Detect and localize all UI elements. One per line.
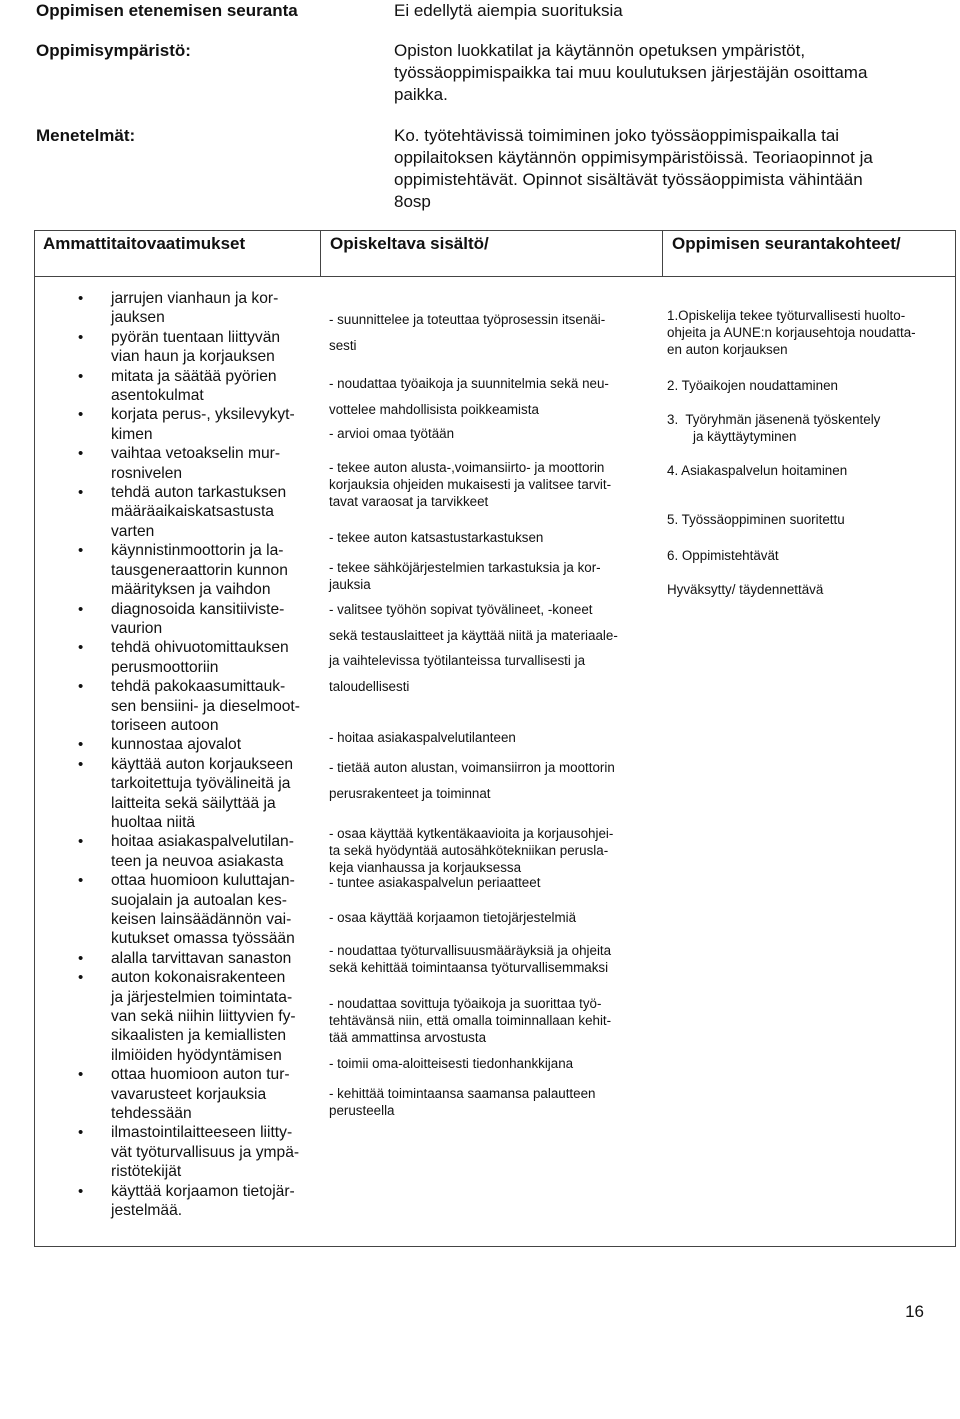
content-item: [329, 874, 647, 891]
content-item: [329, 459, 647, 510]
info-label: Oppimisympäristö:: [36, 41, 191, 60]
requirement-line: vaurion: [111, 619, 163, 637]
requirement-item: [111, 541, 307, 599]
requirement-line: sen bensiini- ja dieselmoot-: [111, 697, 300, 715]
requirement-line: van sekä niihin liittyvien fy-: [111, 1008, 296, 1026]
content-line: sekä testauslaitteet ja käyttää niitä ja materiaale-: [329, 627, 618, 643]
content-line: - osaa käyttää kytkentäkaavioita ja korjausohjei-: [329, 826, 614, 841]
content-line: [329, 328, 647, 337]
content-line: taloudellisesti: [329, 678, 410, 694]
content-line: korjauksia ohjeiden mukaisesti ja valitsee tarvit-: [329, 477, 612, 492]
table-header-row: [35, 231, 955, 277]
requirement-line: ristötekijät: [111, 1163, 182, 1181]
content-item: [329, 825, 647, 876]
content-line: - tietää auton alustan, voimansiirron ja moottorin: [329, 760, 615, 775]
assessment-item: [667, 511, 952, 528]
requirement-item: [111, 405, 307, 444]
requirement-item: [111, 367, 307, 406]
content-line: [329, 644, 647, 653]
content-item: [329, 529, 647, 546]
assessment-item: [667, 462, 952, 479]
requirement-item: [111, 444, 307, 483]
content-line: - toimii oma-aloitteisesti tiedonhankkijana: [329, 1056, 574, 1071]
content-line: - tekee auton katsastustarkastuksen: [329, 530, 544, 545]
requirement-line: kutukset omassa työssään: [111, 930, 295, 948]
info-value-line: työssäoppimispaikka tai muu koulutuksen järjestäjän osoittama: [394, 63, 868, 82]
requirement-line: • ilmastointilaitteeseen liitty-: [111, 1124, 293, 1142]
info-value-line: Ko. työtehtävissä toimiminen joko työssäoppimispaikalla tai: [394, 126, 840, 145]
requirement-item: [111, 638, 307, 677]
assessment-line: 5. Työssäoppiminen suoritettu: [667, 512, 845, 527]
info-label: Oppimisen etenemisen seuranta: [36, 1, 298, 20]
content-line: tää ammattinsa arvostusta: [329, 1030, 487, 1045]
requirement-line: vavarusteet korjauksia: [111, 1085, 267, 1103]
requirement-line: sikaalisten ja kemiallisten: [111, 1027, 287, 1045]
content-item: [329, 311, 647, 354]
assessment-line: 4. Asiakaspalvelun hoitaminen: [667, 463, 848, 478]
requirement-item: [111, 735, 307, 754]
requirement-line: laitteita sekä säilyttää ja: [111, 794, 276, 812]
requirement-line: perusmoottoriin: [111, 658, 219, 676]
column-divider: [320, 231, 321, 277]
requirement-line: • käyttää korjaamon tietojär-: [111, 1182, 295, 1200]
requirement-item: [111, 1182, 307, 1221]
info-value-line: Ei edellytä aiempia suorituksia: [394, 1, 623, 20]
info-value-line: oppilaitoksen käytännön oppimisympäristöissä. Teoriaopinnot ja: [394, 148, 873, 167]
requirement-line: tausgeneraattorin kunnon: [111, 561, 288, 579]
content-line: tehtävänsä niin, että omalla toiminnallaan kehit-: [329, 1013, 612, 1028]
requirement-line: • jarrujen vianhaun ja kor-: [111, 290, 279, 307]
info-value-line: oppimistehtävät. Opinnot sisältävät työssäoppimista vähintään: [394, 170, 863, 189]
requirement-item: [111, 832, 307, 871]
content-line: - tuntee asiakaspalvelun periaatteet: [329, 875, 541, 890]
requirement-item: [111, 949, 307, 968]
content-item: [329, 601, 647, 695]
content-item: [329, 1055, 647, 1072]
requirement-line: kimen: [111, 425, 153, 443]
assessment-line: ja käyttäytyminen: [667, 429, 797, 444]
assessment-line: 6. Oppimistehtävät: [667, 548, 779, 563]
content-line: [329, 392, 647, 401]
content-line: - suunnittelee ja toteuttaa työprosessin itsenäi-: [329, 312, 606, 327]
requirement-line: vät työturvallisuus ja ympä-: [111, 1143, 300, 1161]
requirement-line: ilmiöiden hyödyntämisen: [111, 1046, 282, 1064]
requirement-item: [111, 755, 307, 833]
requirement-item: [111, 600, 307, 639]
requirement-line: suojalain ja autoalan kes-: [111, 891, 287, 909]
requirement-line: vian haun ja korjauksen: [111, 348, 275, 366]
requirement-line: rosnivelen: [111, 464, 183, 482]
content-line: - noudattaa työaikoja ja suunnitelmia sekä neu-: [329, 376, 609, 391]
info-value-line: 8osp: [394, 192, 431, 211]
content-line: perusrakenteet ja toiminnat: [329, 785, 491, 801]
content-line: sesti: [329, 337, 357, 353]
assessment-item: [667, 377, 952, 394]
requirement-item: [111, 289, 307, 328]
content-item: [329, 559, 647, 593]
content-line: - arvioi omaa työtään: [329, 426, 455, 441]
page-number: 16: [905, 1302, 924, 1321]
content-line: - noudattaa sovittuja työaikoja ja suorittaa työ-: [329, 996, 602, 1011]
content-line: [329, 669, 647, 678]
content-line: - tekee sähköjärjestelmien tarkastuksia ja kor-: [329, 560, 601, 575]
content-item: [329, 375, 647, 418]
content-line: - kehittää toimintaansa saamansa palautteen: [329, 1086, 596, 1101]
requirement-line: • ottaa huomioon auton tur-: [111, 1066, 290, 1084]
info-label: Menetelmät:: [36, 126, 136, 145]
content-line: ta sekä hyödyntää autosähkötekniikan perusla-: [329, 843, 609, 858]
requirement-line: • ottaa huomioon kuluttajan-: [111, 872, 295, 890]
content-item: [329, 759, 647, 802]
requirement-line: tarkoitettuja työvälineitä ja: [111, 775, 291, 793]
content-line: - tekee auton alusta-,voimansiirto- ja moottorin: [329, 460, 605, 475]
content-line: - noudattaa työturvallisuusmääräyksiä ja ohjeita: [329, 943, 612, 958]
requirement-line: keisen lainsäädännön vai-: [111, 911, 292, 928]
content-line: tavat varaosat ja tarvikkeet: [329, 494, 489, 509]
assessment-line: 3. Työryhmän jäsenenä työskentely: [667, 412, 881, 427]
content-line: jauksia: [329, 577, 371, 592]
requirement-line: • vaihtaa vetoakselin mur-: [111, 445, 281, 463]
requirement-line: tehdessään: [111, 1105, 192, 1123]
requirement-line: jestelmää.: [111, 1202, 183, 1220]
assessment-line: en auton korjauksen: [667, 342, 788, 357]
info-value-line: paikka.: [394, 85, 448, 104]
info-value: [394, 125, 934, 213]
content-line: [329, 776, 647, 785]
content-item: [329, 729, 647, 746]
header-assessment: Oppimisen seurantakohteet/: [672, 234, 901, 253]
assessment-item: [667, 581, 952, 598]
requirement-item: [111, 968, 307, 1065]
requirement-line: asentokulmat: [111, 387, 204, 405]
requirement-line: jauksen: [111, 309, 165, 327]
requirement-line: teen ja neuvoa asiakasta: [111, 852, 284, 870]
assessment-item: [667, 411, 952, 445]
content-line: - osaa käyttää korjaamon tietojärjestelmiä: [329, 910, 577, 925]
header-requirements: Ammattitaitovaatimukset: [43, 234, 246, 253]
header-content: Opiskeltava sisältö/: [330, 234, 489, 253]
requirement-item: [111, 871, 307, 949]
content-item: [329, 1085, 647, 1119]
requirements-column: [35, 289, 335, 1221]
requirement-line: • korjata perus-, yksilevykyt-: [111, 406, 295, 424]
requirement-item: [111, 483, 307, 541]
requirement-item: [111, 1065, 307, 1123]
content-item: [329, 942, 647, 976]
requirement-line: • alalla tarvittavan sanaston: [111, 949, 292, 967]
assessment-item: [667, 307, 952, 358]
requirements-list: [35, 289, 335, 1221]
requirement-line: • käynnistinmoottorin ja la-: [111, 542, 284, 560]
assessment-line: ohjeita ja AUNE:n korjausehtoja noudatta-: [667, 325, 916, 340]
requirement-item: [111, 1123, 307, 1181]
content-item: [329, 425, 647, 442]
requirements-table: [34, 230, 956, 1247]
requirement-line: • tehdä auton tarkastuksen: [111, 484, 287, 502]
content-line: vottelee mahdollisista poikkeamista: [329, 401, 539, 417]
column-divider: [662, 231, 663, 277]
assessment-item: [667, 547, 952, 564]
requirement-line: • mitata ja säätää pyörien: [111, 367, 277, 385]
content-line: - hoitaa asiakaspalvelutilanteen: [329, 730, 516, 745]
content-line: sekä kehittää toimintaansa työturvallisemmaksi: [329, 960, 609, 975]
info-value: [394, 0, 934, 22]
content-item: [329, 995, 647, 1046]
assessment-line: Hyväksytty/ täydennettävä: [667, 582, 824, 597]
requirement-line: toriseen autoon: [111, 716, 219, 734]
requirement-item: [111, 677, 307, 735]
requirement-line: • pyörän tuentaan liittyvän: [111, 328, 281, 346]
requirement-line: • diagnosoida kansitiiviste-: [111, 600, 285, 618]
info-value: [394, 40, 934, 106]
requirement-item: [111, 328, 307, 367]
requirement-line: • käyttää auton korjaukseen: [111, 755, 294, 773]
assessment-line: 2. Työaikojen noudattaminen: [667, 378, 838, 393]
requirement-line: • hoitaa asiakaspalvelutilan-: [111, 833, 294, 851]
requirement-line: • tehdä ohivuotomittauksen: [111, 639, 289, 657]
content-line: [329, 618, 647, 627]
requirement-line: • tehdä pakokaasumittauk-: [111, 678, 286, 696]
assessment-line: 1.Opiskelija tekee työturvallisesti huolto-: [667, 308, 906, 323]
requirement-line: • kunnostaa ajovalot: [111, 736, 242, 754]
requirement-line: huoltaa niitä: [111, 813, 196, 831]
info-value-line: Opiston luokkatilat ja käytännön opetuksen ympäristöt,: [394, 41, 806, 60]
content-line: - valitsee työhön sopivat työvälineet, -koneet: [329, 602, 593, 617]
requirement-line: • auton kokonaisrakenteen: [111, 969, 286, 987]
content-line: keja vianhaussa ja korjauksessa: [329, 860, 522, 875]
requirement-line: määrityksen ja vaihdon: [111, 581, 271, 599]
content-line: perusteella: [329, 1103, 395, 1118]
requirement-line: varten: [111, 522, 155, 540]
requirement-line: määräaikaiskatsastusta: [111, 503, 274, 521]
content-item: [329, 909, 647, 926]
content-line: ja vaihtelevissa työtilanteissa turvallisesti ja: [329, 653, 586, 668]
requirement-line: ja järjestelmien toimintata-: [111, 988, 293, 1006]
